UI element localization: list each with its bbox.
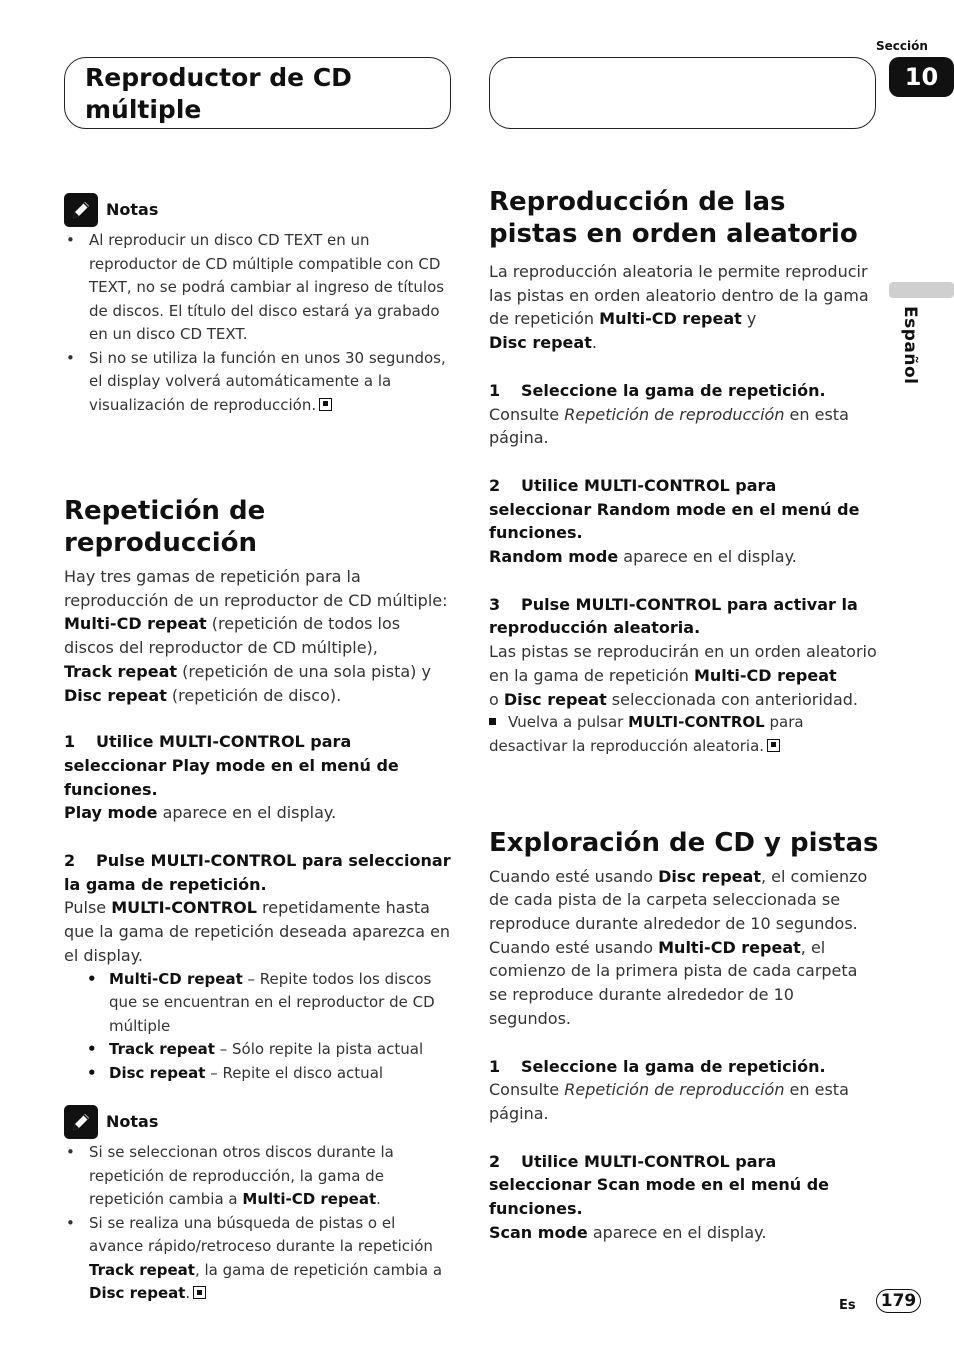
step-2: 2 Utilice MULTI-CONTROL para seleccionar Random mode en el menú de funciones. [489,475,860,543]
list-item: • Al reproducir un disco CD TEXT en un reproductor de CD múltiple compatible con CD TEXT, no se podrá cambiar al ingreso de títulos de discos. El título del disco estará ya grabado en un disco CD TEXT. [64,229,454,347]
list-item: • Disc repeat – Repite el disco actual [86,1062,454,1086]
random-tip: Vuelva a pulsar MULTI-CONTROL para desactivar la reproducción aleatoria. [489,713,804,755]
pencil-icon [64,1105,98,1139]
step-1-body: Play mode aparece en el display. [64,803,337,823]
page-number: 179 [876,1289,921,1313]
step-2-body: Random mode aparece en el display. [489,547,797,567]
end-mark-icon [767,739,780,752]
random-intro: La reproducción aleatoria le permite reproducir las pistas en orden aleatorio dentro de la gama de repetición Multi-CD repeat y Disc repeat. [489,262,869,353]
repeat-options-list [64,968,454,1086]
scan-intro: Cuando esté usando Disc repeat, el comienzo de cada pista de la carpeta seleccionada se reproduce durante alrededor de 10 segundos. [489,866,868,934]
language-tab-label: Español [900,306,920,385]
notes-title: Notas [106,200,159,220]
heading-repeat: Repetición de reproducción [64,496,266,558]
step-1-body: Consulte Repetición de reproducción en esta página. [489,404,849,448]
step-1-body: Consulte Repetición de reproducción en esta página. [489,1080,849,1123]
repeat-intro: Hay tres gamas de repetición para la reproducción de un reproductor de CD múltiple: Multi-CD repeat (repetición de todos los discos del reproductor de CD múltiple), Track repeat (repetición de una sola pista) y Disc repeat (repetición de disco). [64,567,448,705]
step-2: 2 Pulse MULTI-CONTROL para seleccionar la gama de repetición. [64,851,451,894]
step-1: 1 Seleccione la gama de repetición. [489,380,826,400]
section-title-box [64,57,451,129]
end-mark-icon [319,398,332,411]
step-3-body: Las pistas se reproducirán en un orden aleatorio en la gama de repetición Multi-CD repeat o Disc repeat seleccionada con anterioridad. [489,642,877,709]
list-item: • Si se realiza una búsqueda de pistas o el avance rápido/retroceso durante la repetición Track repeat, la gama de repetición cambia a Disc repeat. [64,1212,454,1306]
step-1: 1 Seleccione la gama de repetición. [489,1056,826,1076]
step-2: 2 Utilice MULTI-CONTROL para seleccionar Scan mode en el menú de funciones. [489,1151,830,1219]
section-label: Sección [876,39,928,53]
empty-header-box [489,57,876,129]
pencil-icon [64,193,98,227]
section-number: 10 [889,57,954,97]
list-item: • Si se seleccionan otros discos durante la repetición de reproducción, la gama de repetición cambia a Multi-CD repeat. [64,1141,454,1212]
left-column [64,193,454,1306]
square-bullet-icon [489,718,496,725]
notes-header [64,193,454,227]
language-tab-bar [889,282,954,298]
step-2-body: Scan mode aparece en el display. [489,1222,767,1242]
scan-intro-2: Cuando esté usando Multi-CD repeat, el comienzo de la primera pista de cada carpeta se reproduce durante alrededor de 10 segundos. [489,937,858,1028]
end-mark-icon [193,1286,206,1299]
section-title: Reproductor de CD múltiple [85,63,352,124]
step-1: 1 Utilice MULTI-CONTROL para seleccionar Play mode en el menú de funciones. [64,732,399,799]
notes-list [64,229,454,417]
right-column [489,186,879,1245]
list-item: • Si no se utiliza la función en unos 30 segundos, el display volverá automáticamente a la visualización de reproducción. [64,347,454,418]
list-item: • Track repeat – Sólo repite la pista actual [86,1038,454,1062]
footer-language-code: Es [839,1298,856,1313]
notes-list [64,1141,454,1306]
notes-title: Notas [106,1112,159,1132]
notes-header [64,1105,454,1139]
step-3: 3 Pulse MULTI-CONTROL para activar la reproducción aleatoria. [489,594,858,638]
step-2-body: Pulse MULTI-CONTROL repetidamente hasta que la gama de repetición deseada aparezca en el display. [64,898,451,965]
heading-scan: Exploración de CD y pistas [489,827,879,858]
heading-random: Reproducción de las pistas en orden aleatorio [489,187,858,249]
list-item: • Multi-CD repeat – Repite todos los discos que se encuentran en el reproductor de CD múltiple [86,968,454,1039]
